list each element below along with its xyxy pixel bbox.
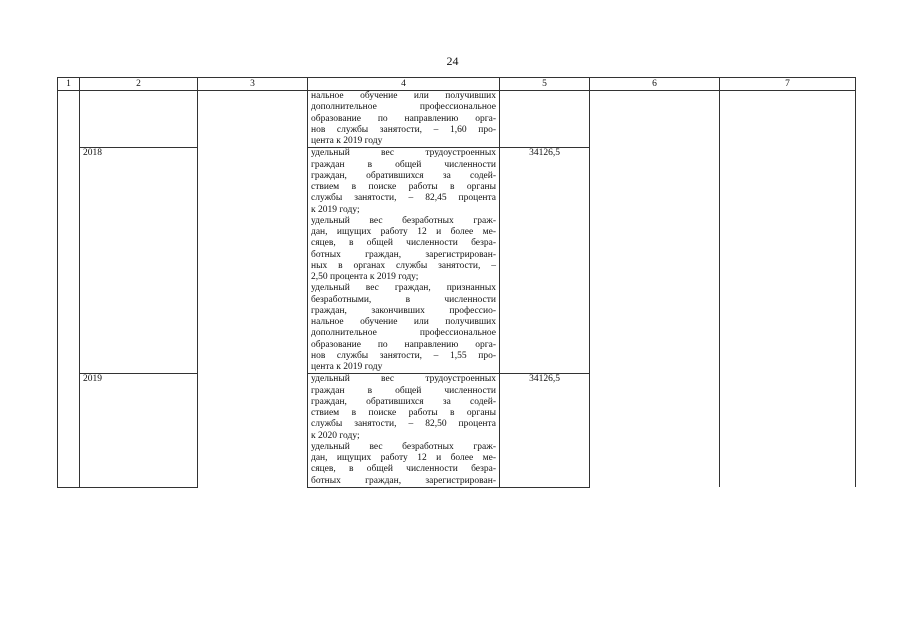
text-line: удельный вес безработных граж-	[311, 441, 496, 452]
text-line: образование по направлению орга-	[311, 113, 496, 124]
text-line: к 2020 году;	[311, 430, 360, 441]
text-line: ствием в поиске работы в органы	[311, 182, 496, 192]
text-line: цента к 2019 году	[311, 136, 383, 146]
text-line: дан, ищущих работу 12 и более ме-	[311, 227, 496, 237]
text-line: цента к 2019 году	[311, 362, 383, 372]
text-line: сяцев, в общей численности безра-	[311, 464, 496, 475]
text-line: службы занятости, – 82,50 процента	[311, 419, 496, 430]
text-line: граждан в общей численности	[311, 385, 496, 396]
text-line: 2,50 процента к 2019 году;	[311, 272, 419, 282]
text-line: к 2019 году;	[311, 204, 360, 215]
cell-col6	[590, 91, 720, 488]
column-header: 7	[720, 78, 856, 91]
text-line: удельный вес трудоустроенных	[311, 148, 496, 159]
text-line: граждан, обратившихся за содей-	[311, 396, 496, 407]
column-header: 5	[500, 78, 590, 91]
text-line: нальное обучение или получивших	[311, 317, 496, 327]
amount-cell: 34126,5	[500, 374, 590, 488]
text-line: граждан, обратившихся за содей-	[311, 170, 496, 181]
year-cell: 2018	[80, 148, 198, 374]
text-line: ствием в поиске работы в органы	[311, 408, 496, 418]
table-row	[58, 91, 856, 148]
column-header: 1	[58, 78, 80, 91]
text-line: удельный вес трудоустроенных	[311, 374, 496, 385]
cell-col7	[720, 91, 856, 488]
year-cell	[80, 91, 198, 148]
amount-cell: 34126,5	[500, 148, 590, 374]
cell-col1	[58, 374, 80, 488]
text-line: удельный вес граждан, признанных	[311, 283, 496, 294]
page-number: 24	[446, 54, 459, 68]
text-line: ботных граждан, зарегистрирован-	[311, 475, 496, 486]
indicator-cell	[308, 374, 500, 488]
table-header-row	[58, 78, 856, 91]
text-line: удельный вес безработных граж-	[311, 215, 496, 226]
text-line: образование по направлению орга-	[311, 339, 496, 350]
text-line: сяцев, в общей численности безра-	[311, 238, 496, 249]
text-line: нов службы занятости, – 1,60 про-	[311, 124, 496, 135]
amount-cell	[500, 91, 590, 148]
text-line: службы занятости, – 82,45 процента	[311, 193, 496, 204]
cell-col1	[58, 91, 80, 148]
text-line: граждан, закончивших профессио-	[311, 305, 496, 316]
column-header: 4	[308, 78, 500, 91]
text-line: нов службы занятости, – 1,55 про-	[311, 350, 496, 361]
text-line: дан, ищущих работу 12 и более ме-	[311, 453, 496, 463]
text-line: дополнительное профессиональное	[311, 102, 496, 113]
indicator-cell	[308, 91, 500, 148]
text-line: граждан в общей численности	[311, 159, 496, 170]
text-line: нальное обучение или получивших	[311, 91, 496, 101]
cell-col3	[198, 91, 308, 488]
indicator-cell	[308, 148, 500, 374]
cell-col1	[58, 148, 80, 374]
year-cell: 2019	[80, 374, 198, 488]
column-header: 6	[590, 78, 720, 91]
document-table	[57, 77, 856, 488]
text-line: ных в органах службы занятости, –	[311, 260, 496, 271]
text-line: ботных граждан, зарегистрирован-	[311, 249, 496, 260]
text-line: дополнительное профессиональное	[311, 328, 496, 339]
column-header: 2	[80, 78, 198, 91]
text-line: безработными, в численности	[311, 294, 496, 305]
column-header: 3	[198, 78, 308, 91]
